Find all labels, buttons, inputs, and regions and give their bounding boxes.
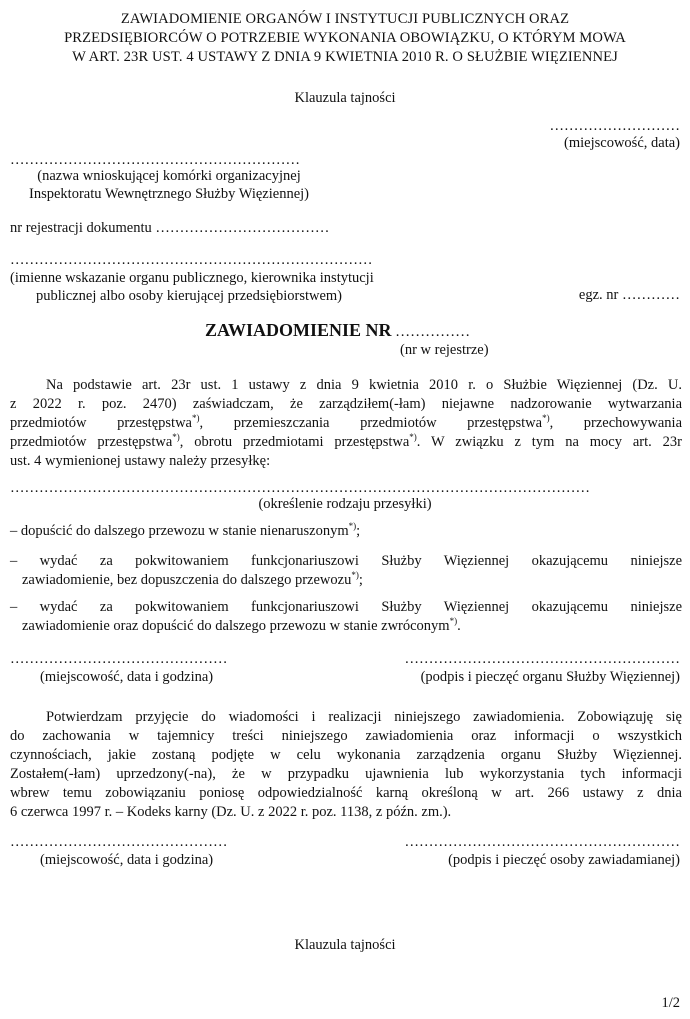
confirm-line-1: Potwierdzam przyjęcie do wiadomości i realizacji niniejszego zawiadomienia. Zobowiązuję się — [46, 709, 682, 725]
option-hand-over-withhold — [10, 552, 682, 590]
sign1-place-date-caption: (miejscowość, data i godzina) — [40, 669, 214, 685]
unit-name-field: …………………………………………………… — [10, 152, 300, 168]
header-line-3: W ART. 23R UST. 4 USTAWY Z DNIA 9 KWIETNIA 2010 R. O SŁUŻBIE WIĘZIENNEJ — [72, 49, 618, 65]
addressee-field: ………………………………………………………………… — [10, 252, 373, 268]
confirm-line-5: wbrew temu zobowiązaniu poniosę odpowiedzialność karną określoną w art. 266 ustawy z dnia — [10, 785, 682, 801]
option-2-line-2: zawiadomienie, bez dopuszczenia do dalszego przewozu*); — [22, 570, 363, 588]
addressee-caption-line-1: (imienne wskazanie organu publicznego, kierownika instytucji — [10, 270, 374, 286]
option-3-line-2: zawiadomienie oraz dopuścić do dalszego przewozu w stanie zwróconym*). — [22, 616, 461, 634]
sign2-place-date-field: ……………………………………… — [10, 834, 228, 850]
sign1-place-date-field: ……………………………………… — [10, 651, 228, 667]
unit-caption-line-2: Inspektoratu Wewnętrznego Służby Więziennej) — [29, 186, 309, 202]
header-line-2: PRZEDSIĘBIORCÓW O POTRZEBIE WYKONANIA OBOWIĄZKU, O KTÓRYM MOWA — [64, 30, 626, 46]
unit-name-caption — [10, 167, 328, 203]
option-3-line-1: – wydać za pokwitowaniem funkcjonariuszowi Służby Więziennej okazującemu niniejsze — [10, 599, 682, 615]
body-line-3: przedmiotów przestępstwa*), przemieszczania przedmiotów przestępstwa*), przechowywania — [10, 413, 683, 431]
confidentiality-clause-top: Klauzula tajności — [294, 90, 396, 106]
sign2-signature-caption: (podpis i pieczęć osoby zawiadamianej) — [448, 852, 680, 868]
page-number: 1/2 — [661, 995, 680, 1011]
sign1-signature-caption: (podpis i pieczęć organu Służby Więziennej) — [420, 669, 680, 685]
option-2-line-1: – wydać za pokwitowaniem funkcjonariuszowi Służby Więziennej okazującemu niniejsze — [10, 553, 682, 569]
addressee-caption — [10, 269, 374, 305]
registration-number: nr rejestracji dokumentu ……………………………… — [10, 220, 330, 236]
body-line-1: Na podstawie art. 23r ust. 1 ustawy z dnia 9 kwietnia 2010 r. o Służbie Więziennej (Dz. U. — [46, 377, 682, 393]
place-date-caption: (miejscowość, data) — [564, 135, 680, 151]
body-line-5: ust. 4 wymienionej ustawy należy przesyłkę: — [10, 453, 271, 469]
confirm-line-3: czynnościach, jakie zostaną podjęte w celu wykonania zarządzenia organu Służby Więziennej. — [10, 747, 682, 763]
sign1-signature-field: ………………………………………………… — [404, 651, 680, 667]
parcel-type-caption: (określenie rodzaju przesyłki) — [258, 496, 432, 512]
option-release: – dopuścić do dalszego przewozu w stanie nienaruszonym*); — [10, 521, 361, 539]
notice-number-field: …………… — [395, 324, 471, 340]
option-hand-over-release — [10, 598, 682, 636]
confirm-line-6: 6 czerwca 1997 r. – Kodeks karny (Dz. U. z 2022 r. poz. 1138, z późn. zm.). — [10, 804, 452, 820]
body-line-4: przedmiotów przestępstwa*), obrotu przedmiotami przestępstwa*). W związku z tym na mocy art. 23r — [10, 432, 682, 450]
confirm-line-4: Zostałem(-łam) uprzedzony(-na), że w przypadku ujawnienia lub wykorzystania tych informacji — [10, 766, 682, 782]
parcel-type-field: ………………………………………………………………………………………………………… — [10, 480, 590, 496]
notice-body — [10, 376, 682, 471]
copy-number: egz. nr ………… — [578, 287, 680, 303]
unit-caption-line-1: (nazwa wnioskującej komórki organizacyjnej — [37, 168, 301, 184]
confirm-line-2: do zachowania w tajemnicy treści niniejszego zawiadomienia oraz informacji o wszystkich — [10, 728, 682, 744]
place-date-field: ……………………… — [549, 118, 680, 134]
notice-title-text: ZAWIADOMIENIE NR — [205, 320, 392, 340]
document-header — [0, 10, 690, 67]
sign2-signature-field: ………………………………………………… — [404, 834, 680, 850]
body-line-2: z 2022 r. poz. 2470) zaświadczam, że zarządziłem(-łam) niejawne nadzorowanie wytwarzania — [10, 396, 682, 412]
header-line-1: ZAWIADOMIENIE ORGANÓW I INSTYTUCJI PUBLICZNYCH ORAZ — [120, 11, 570, 27]
confirmation-body — [10, 708, 682, 822]
addressee-caption-line-2: publicznej albo osoby kierującej przedsiębiorstwem) — [36, 288, 343, 304]
sign2-place-date-caption: (miejscowość, data i godzina) — [40, 852, 214, 868]
confidentiality-clause-bottom: Klauzula tajności — [294, 937, 396, 953]
notice-title — [205, 320, 470, 341]
notice-number-caption: (nr w rejestrze) — [400, 342, 489, 358]
